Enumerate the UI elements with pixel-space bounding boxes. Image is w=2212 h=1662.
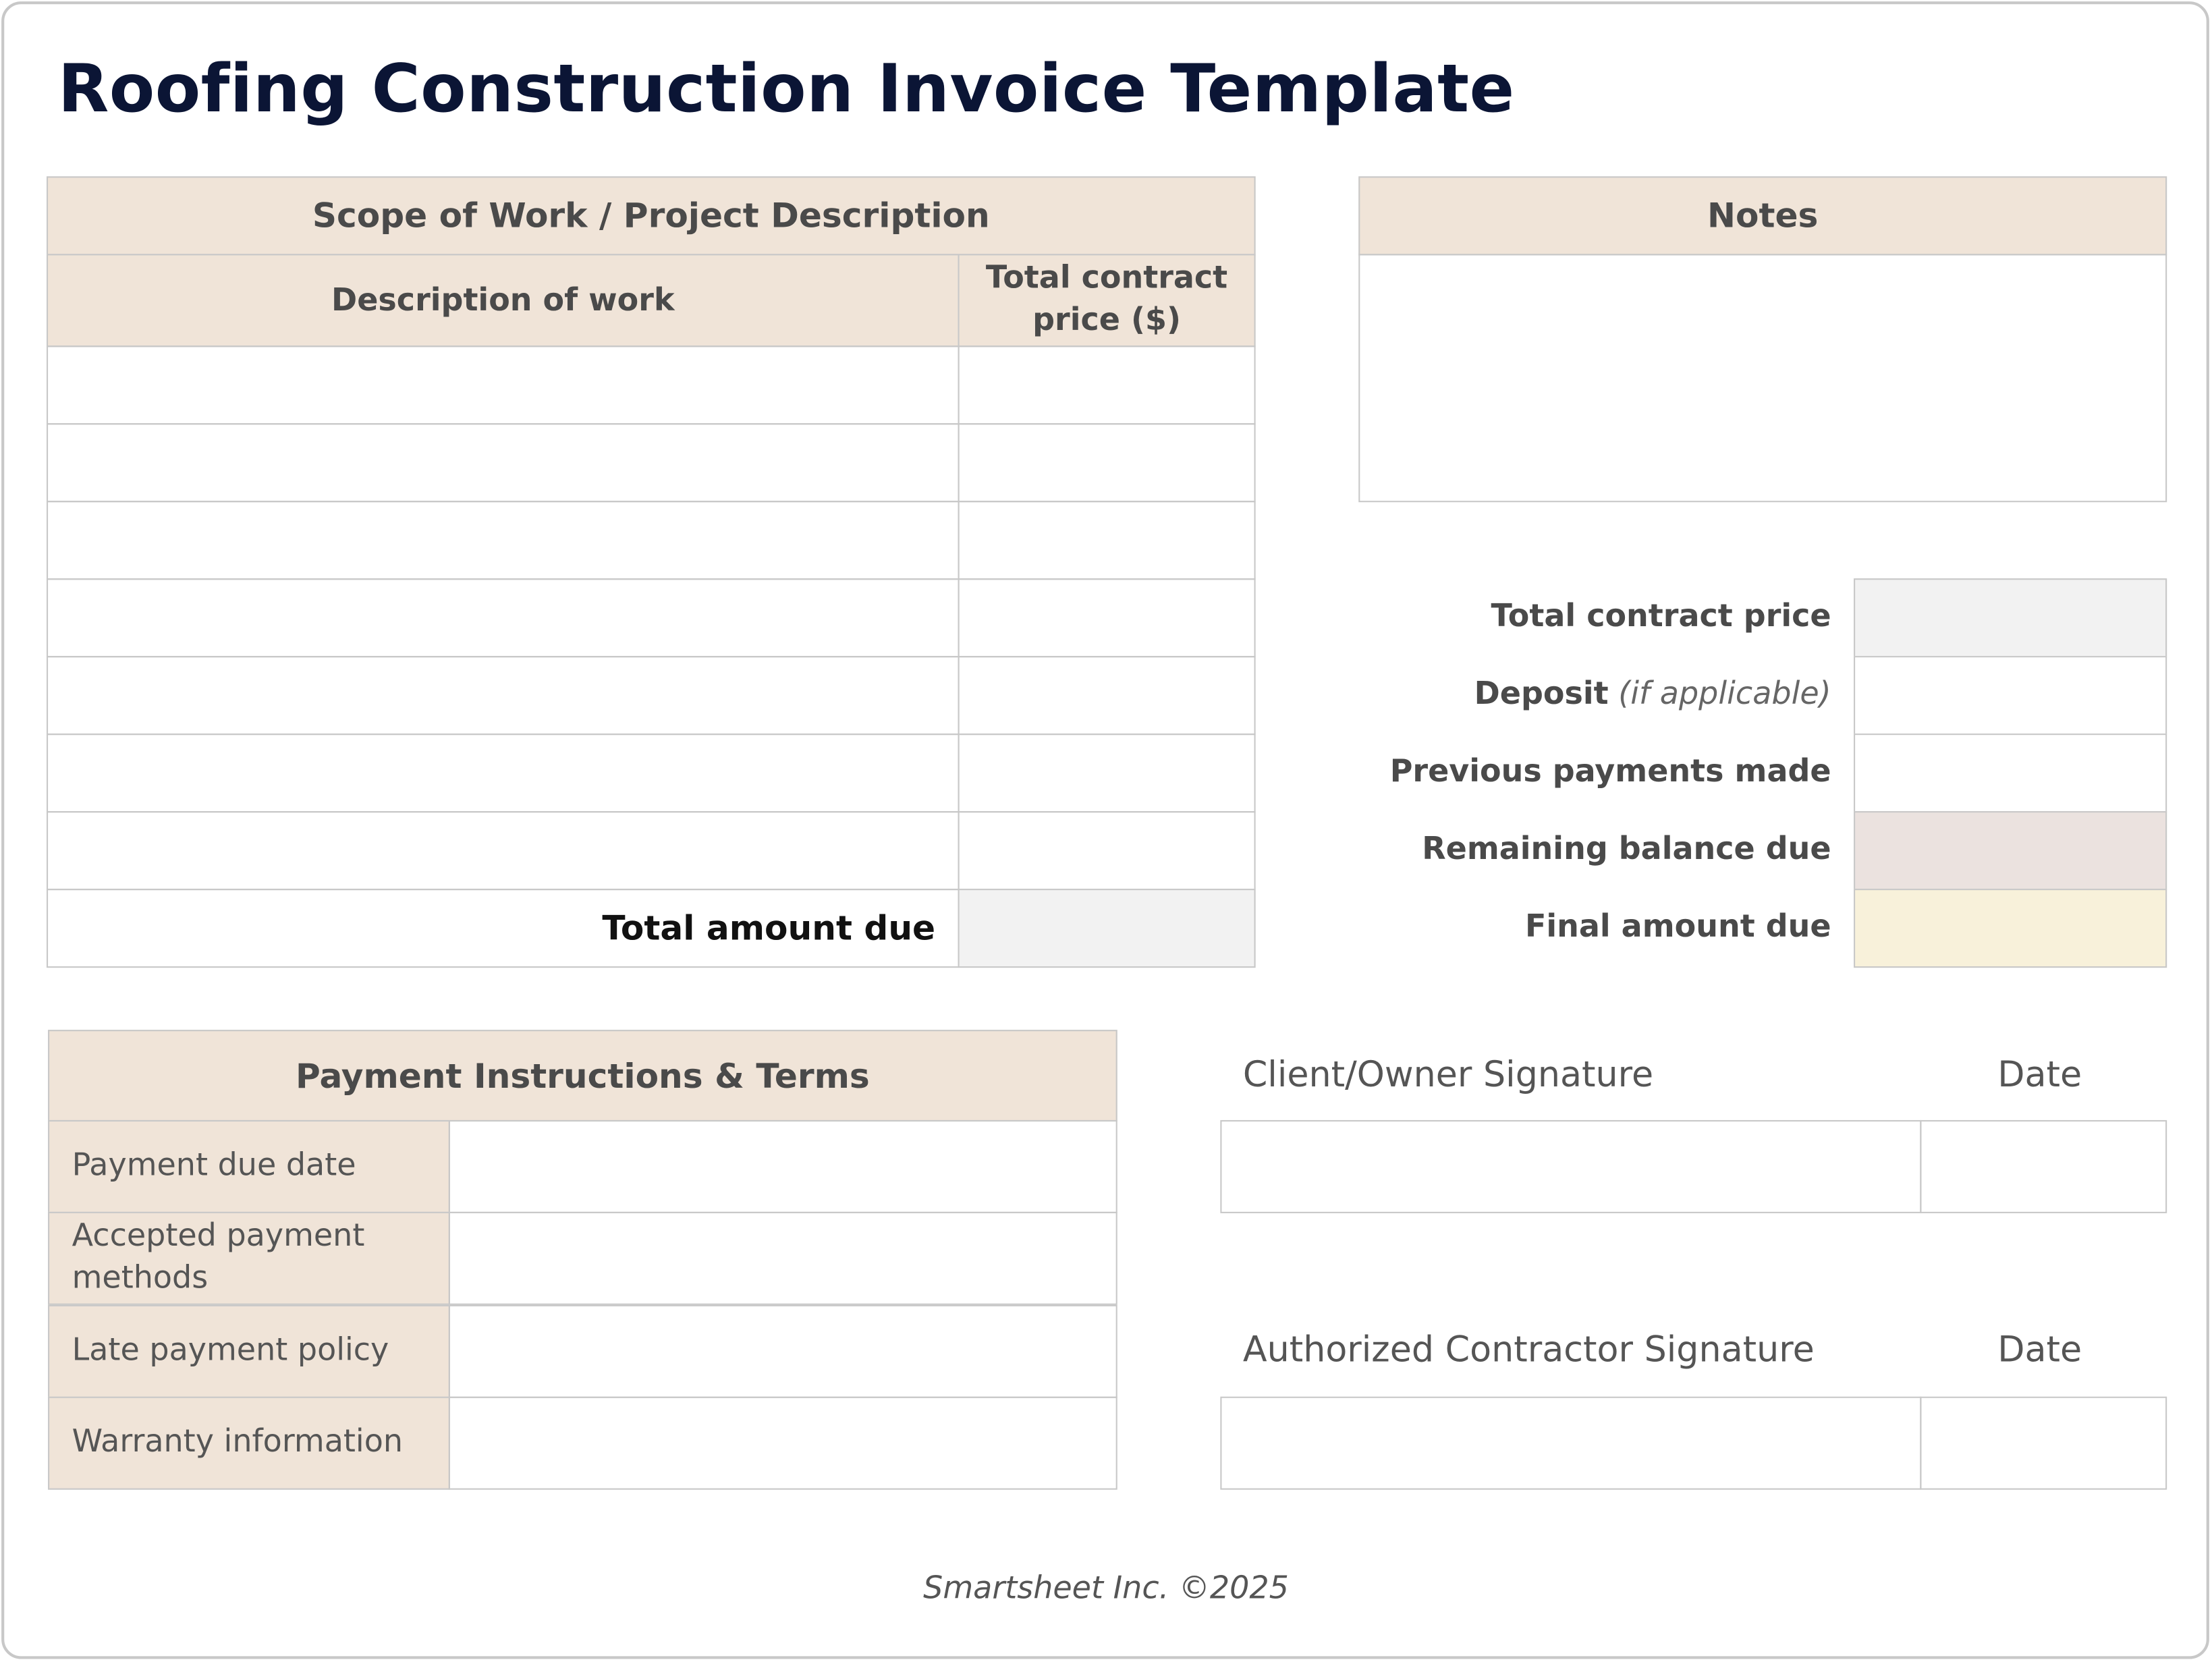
summary-label (1491, 578, 1831, 656)
contractor-signature-field[interactable] (1220, 1397, 1921, 1490)
col-price-header: Total contract price ($) (958, 254, 1256, 347)
price-cell[interactable] (958, 578, 1256, 657)
payment-term-field[interactable] (449, 1304, 1117, 1397)
summary-label-text: Final amount due (1524, 910, 1831, 945)
total-amount-due-label: Total amount due (47, 889, 960, 968)
client-signature-field[interactable] (1220, 1120, 1921, 1213)
summary-label-text: Remaining balance due (1422, 832, 1831, 868)
payment-term-field[interactable] (449, 1396, 1117, 1489)
payment-term-label: Late payment policy (48, 1304, 450, 1397)
payment-term-field[interactable] (449, 1212, 1117, 1305)
payment-header: Payment Instructions & Terms (48, 1030, 1117, 1121)
client-date-label: Date (1997, 1053, 2082, 1095)
description-cell[interactable] (47, 423, 960, 502)
notes-header: Notes (1358, 176, 2167, 255)
summary-label (1390, 733, 1831, 811)
contractor-date-field[interactable] (1920, 1397, 2167, 1490)
notes-field[interactable] (1358, 254, 2167, 502)
summary-value-field[interactable] (1854, 811, 2167, 890)
summary-label (1474, 656, 1831, 733)
summary-value-field[interactable] (1854, 889, 2167, 968)
price-cell[interactable] (958, 423, 1256, 502)
summary-value-field[interactable] (1854, 733, 2167, 812)
price-cell[interactable] (958, 345, 1256, 424)
footer-copyright: Smartsheet Inc. ©2025 (923, 1571, 1289, 1607)
summary-label-text: Deposit (1474, 677, 1609, 713)
summary-label-note: (if applicable) (1618, 677, 1831, 713)
summary-value-field[interactable] (1854, 656, 2167, 735)
description-cell[interactable] (47, 811, 960, 890)
price-cell[interactable] (958, 656, 1256, 735)
contractor-signature-label: Authorized Contractor Signature (1242, 1329, 1815, 1370)
description-cell[interactable] (47, 733, 960, 812)
price-cell[interactable] (958, 501, 1256, 580)
price-cell[interactable] (958, 733, 1256, 812)
scope-header: Scope of Work / Project Description (47, 176, 1256, 255)
page-title: Roofing Construction Invoice Template (57, 51, 1515, 129)
price-cell[interactable] (958, 811, 1256, 890)
description-cell[interactable] (47, 578, 960, 657)
summary-value-field[interactable] (1854, 578, 2167, 657)
description-cell[interactable] (47, 345, 960, 424)
summary-label (1422, 811, 1831, 889)
summary-label (1525, 889, 1831, 966)
payment-term-field[interactable] (449, 1120, 1117, 1213)
client-date-field[interactable] (1920, 1120, 2167, 1213)
description-cell[interactable] (47, 656, 960, 735)
client-signature-label: Client/Owner Signature (1242, 1053, 1654, 1095)
description-cell[interactable] (47, 501, 960, 580)
contractor-date-label: Date (1997, 1329, 2082, 1370)
summary-label-text: Total contract price (1491, 599, 1831, 635)
payment-term-label: Warranty information (48, 1396, 450, 1489)
payment-term-label: Accepted payment methods (48, 1212, 450, 1305)
total-amount-due-field[interactable] (958, 889, 1256, 968)
col-description-header: Description of work (47, 254, 960, 347)
summary-label-text: Previous payments made (1389, 754, 1831, 790)
payment-term-label: Payment due date (48, 1120, 450, 1213)
